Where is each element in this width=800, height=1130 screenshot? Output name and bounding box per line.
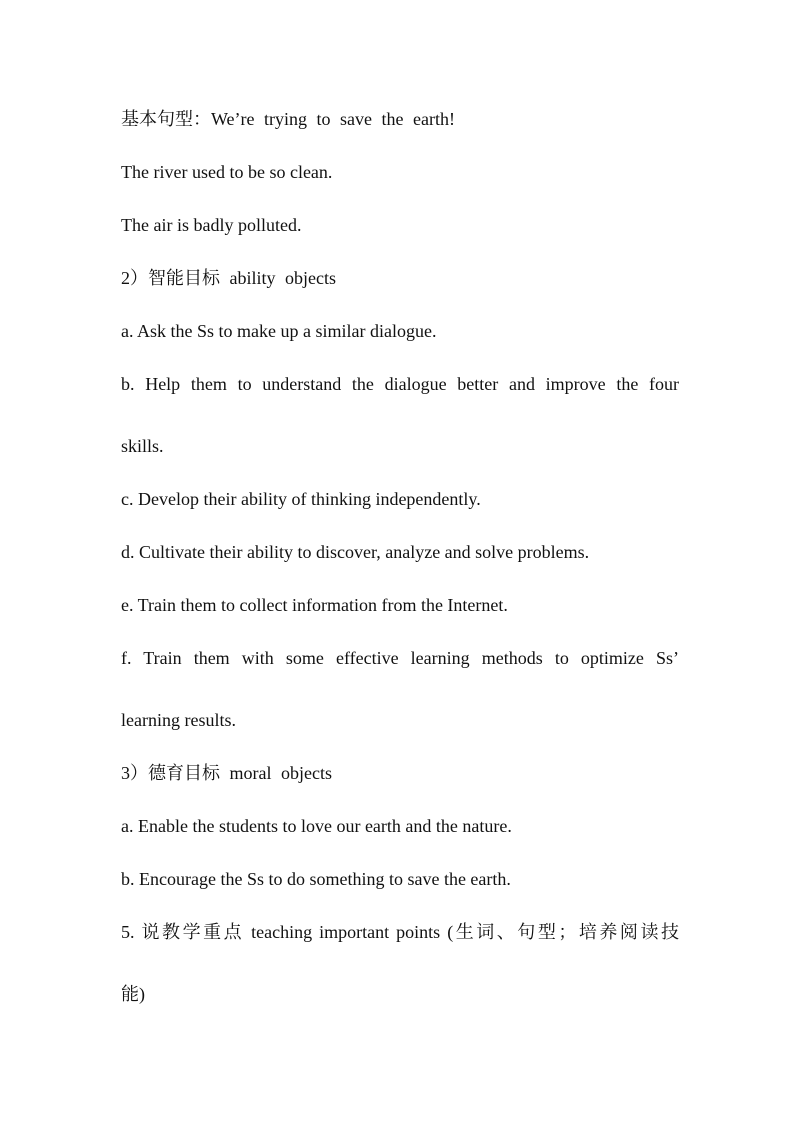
list-item-line: b. Help them to understand the dialogue better and improve the four [121, 374, 679, 394]
list-item-line: c. Develop their ability of thinking independently. [121, 489, 481, 509]
list-item-line: a. Ask the Ss to make up a similar dialogue. [121, 321, 437, 341]
list-item-line: f. Train them with some effective learning methods to optimize Ss’ [121, 648, 679, 668]
list-item-line: a. Enable the students to love our earth and the nature. [121, 816, 512, 836]
basic-sentence-pattern-line: 基本句型：We’re trying to save the earth! [121, 109, 455, 129]
list-item-line: e. Train them to collect information from the Internet. [121, 595, 508, 615]
list-item-continuation: learning results. [121, 710, 236, 730]
list-item-line: b. Encourage the Ss to do something to save the earth. [121, 869, 511, 889]
moral-objects-heading: 3）德育目标 moral objects [121, 763, 332, 783]
sentence-line: The air is badly polluted. [121, 215, 302, 235]
teaching-points-continuation: 能) [121, 984, 145, 1004]
list-item-continuation: skills. [121, 436, 164, 456]
sentence-line: The river used to be so clean. [121, 162, 333, 182]
ability-objects-heading: 2）智能目标 ability objects [121, 268, 336, 288]
teaching-points-heading: 5. 说教学重点 teaching important points (生词、句型；培养阅读技 [121, 922, 679, 942]
list-item-line: d. Cultivate their ability to discover, analyze and solve problems. [121, 542, 590, 562]
